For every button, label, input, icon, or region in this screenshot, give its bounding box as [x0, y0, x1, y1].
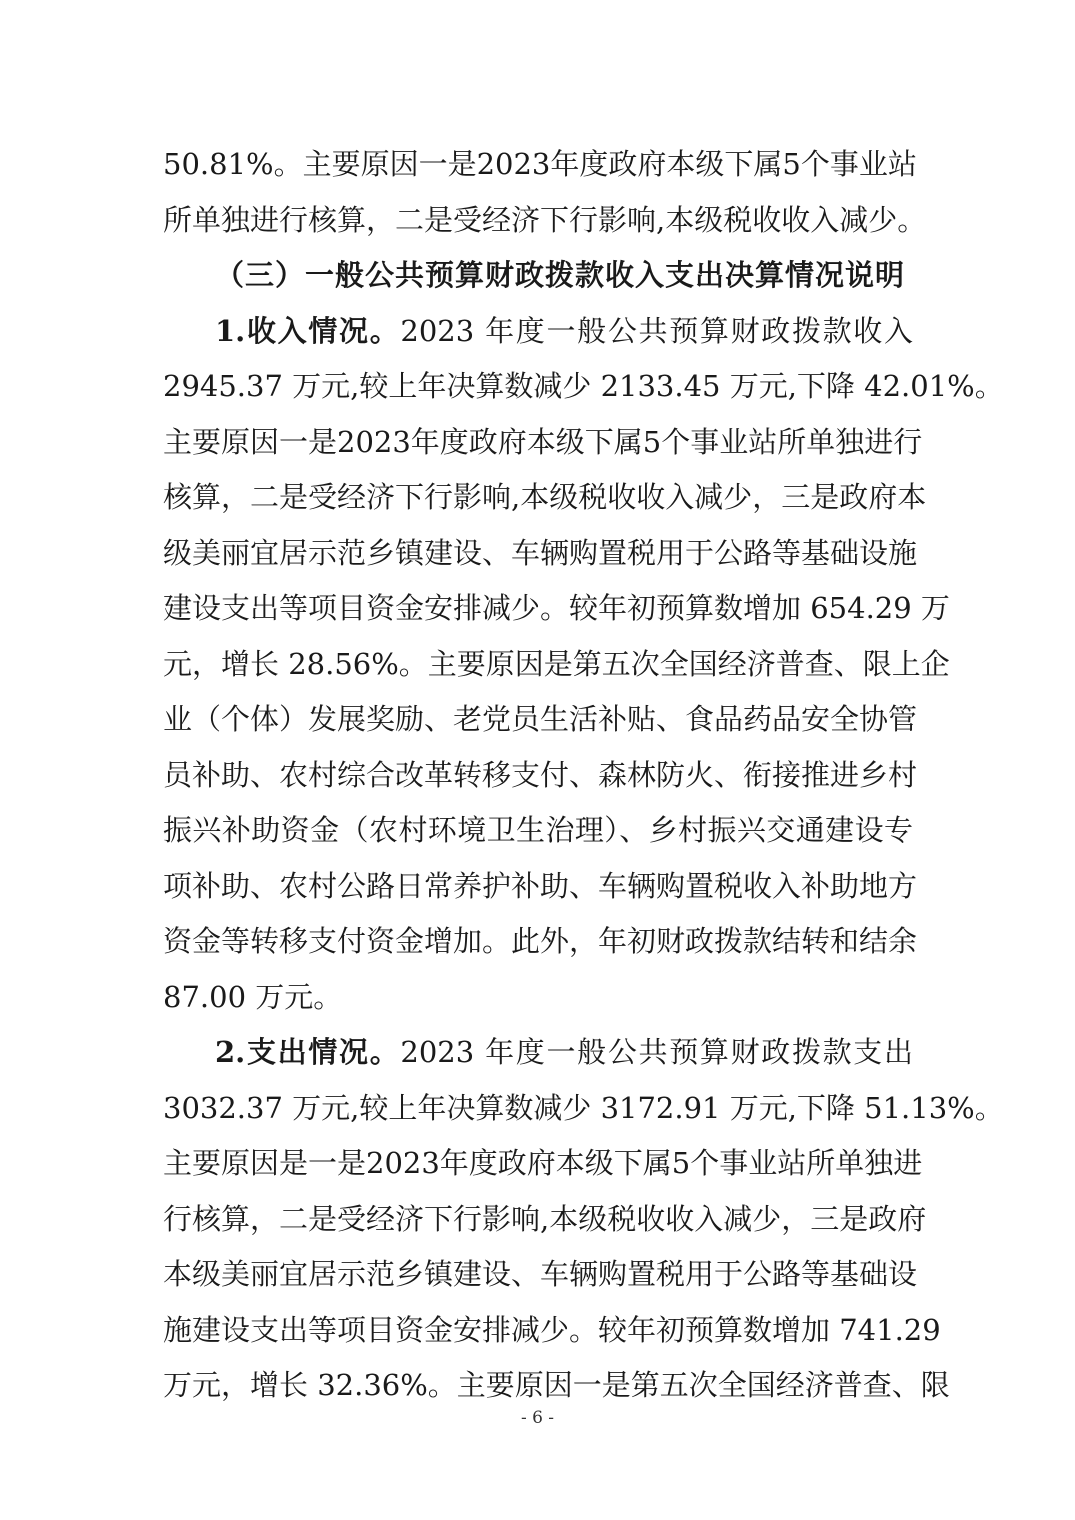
text-line: 建设支出等项目资金安排减少。较年初预算数增加 654.29 万 [163, 591, 950, 625]
text-line: 施建设支出等项目资金安排减少。较年初预算数增加 741.29 [163, 1312, 941, 1347]
text-line: 3032.37 万元,较上年决算数减少 3172.91 万元,下降 51.13%。 [163, 1090, 1004, 1125]
text-line: 50.81%。主要原因一是2023年度政府本级下属5个事业站 [163, 147, 917, 181]
text-line: 2945.37 万元,较上年决算数减少 2133.45 万元,下降 42.01%。 [163, 369, 1004, 403]
document-body [163, 137, 1004, 1414]
section-heading: （三）一般公共预算财政拨款收入支出决算情况说明 [215, 258, 906, 292]
text-line: 员补助、农村综合改革转移支付、森林防火、衔接推进乡村 [163, 757, 918, 792]
text-line: 资金等转移支付资金增加。此外，年初财政拨款结转和结余 [163, 924, 918, 958]
text-line: 核算，二是受经济下行影响,本级税收收入减少，三是政府本 [163, 480, 927, 514]
page-number: - 6 - [520, 1408, 555, 1428]
text-line: 主要原因一是2023年度政府本级下属5个事业站所单独进行 [163, 424, 923, 459]
text-line: 万元，增长 32.36%。主要原因一是第五次全国经济普查、限 [163, 1368, 950, 1402]
text-line: 元，增长 28.56%。主要原因是第五次全国经济普查、限上企 [163, 646, 950, 681]
text-line: 振兴补助资金（农村环境卫生治理）、乡村振兴交通建设专 [163, 813, 913, 847]
text-line: 本级美丽宜居示范乡镇建设、车辆购置税用于公路等基础设 [163, 1257, 918, 1291]
text-line: 2.支出情况。2023 年度一般公共预算财政拨款支出 [215, 1035, 913, 1069]
text-line: 所单独进行核算，二是受经济下行影响,本级税收收入减少。 [163, 202, 927, 237]
text-line: 87.00 万元。 [163, 979, 343, 1014]
expense-heading: 2.支出情况。 [215, 1035, 401, 1069]
text-line: 级美丽宜居示范乡镇建设、车辆购置税用于公路等基础设施 [163, 535, 918, 570]
text-line: 项补助、农村公路日常养护补助、车辆购置税收入补助地方 [163, 868, 918, 903]
text-line: 业（个体）发展奖励、老党员生活补贴、食品药品安全协管 [163, 702, 918, 736]
text-line: 1.收入情况。2023 年度一般公共预算财政拨款收入 [215, 313, 913, 348]
text-line: 主要原因是一是2023年度政府本级下属5个事业站所单独进 [163, 1146, 923, 1180]
income-heading: 1.收入情况。 [215, 313, 401, 348]
text-line: 行核算，二是受经济下行影响,本级税收收入减少，三是政府 [163, 1201, 927, 1236]
